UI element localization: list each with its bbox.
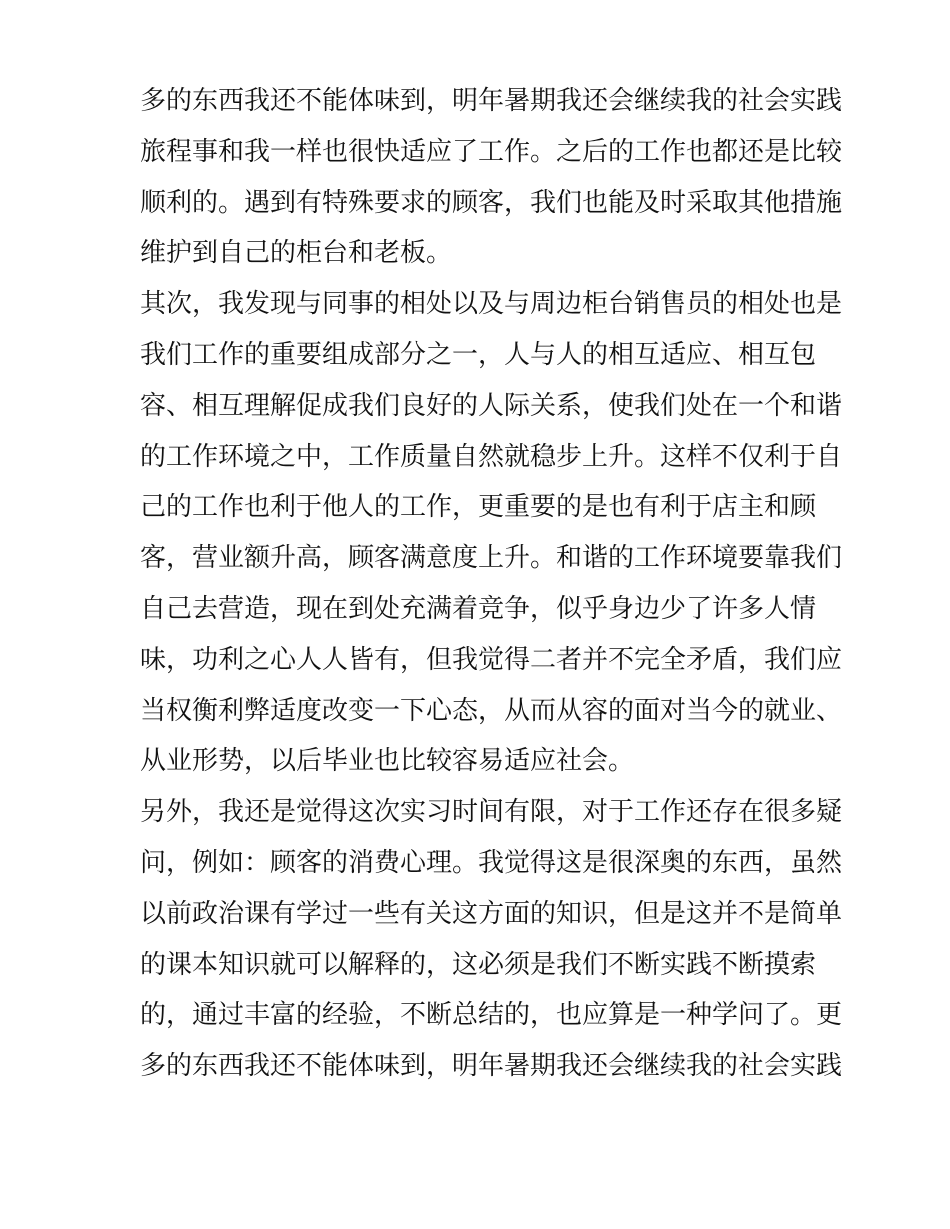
text-line: 客，营业额升高，顾客满意度上升。和谐的工作环境要靠我们 <box>140 543 843 574</box>
text-line: 其次，我发现与同事的相处以及与周边柜台销售员的相处也是 <box>140 289 843 320</box>
text-line: 多的东西我还不能体味到，明年暑期我还会继续我的社会实践 <box>140 86 843 116</box>
text-line: 以前政治课有学过一些有关这方面的知识，但是这并不是简单 <box>140 898 843 929</box>
text-line: 的课本知识就可以解释的，这必须是我们不断实践不断摸索 <box>140 949 817 980</box>
text-line: 旅程事和我一样也很快适应了工作。之后的工作也都还是比较 <box>140 136 843 167</box>
text-line: 的工作环境之中，工作质量自然就稳步上升。这样不仅利于自 <box>140 441 843 472</box>
text-line: 从业形势，以后毕业也比较容易适应社会。 <box>140 746 635 777</box>
text-line: 的，通过丰富的经验，不断总结的，也应算是一种学问了。更 <box>140 1000 843 1031</box>
text-line: 味，功利之心人人皆有，但我觉得二者并不完全矛盾，我们应 <box>140 644 843 675</box>
body-text <box>140 76 843 1092</box>
text-line: 容、相互理解促成我们良好的人际关系，使我们处在一个和谐 <box>140 390 843 421</box>
text-line: 另外，我还是觉得这次实习时间有限，对于工作还存在很多疑 <box>140 797 843 828</box>
text-line: 多的东西我还不能体味到，明年暑期我还会继续我的社会实践 <box>140 1051 843 1082</box>
text-line: 维护到自己的柜台和老板。 <box>140 238 453 269</box>
text-line: 当权衡利弊适度改变一下心态，从而从容的面对当今的就业、 <box>140 695 843 726</box>
text-line: 问，例如：顾客的消费心理。我觉得这是很深奥的东西，虽然 <box>140 847 843 878</box>
text-line: 顺利的。遇到有特殊要求的顾客，我们也能及时采取其他措施 <box>140 187 843 218</box>
text-line: 己的工作也利于他人的工作，更重要的是也有利于店主和顾 <box>140 492 817 523</box>
text-line: 自己去营造，现在到处充满着竞争，似乎身边少了许多人情 <box>140 593 817 624</box>
text-line: 我们工作的重要组成部分之一，人与人的相互适应、相互包 <box>140 339 817 370</box>
